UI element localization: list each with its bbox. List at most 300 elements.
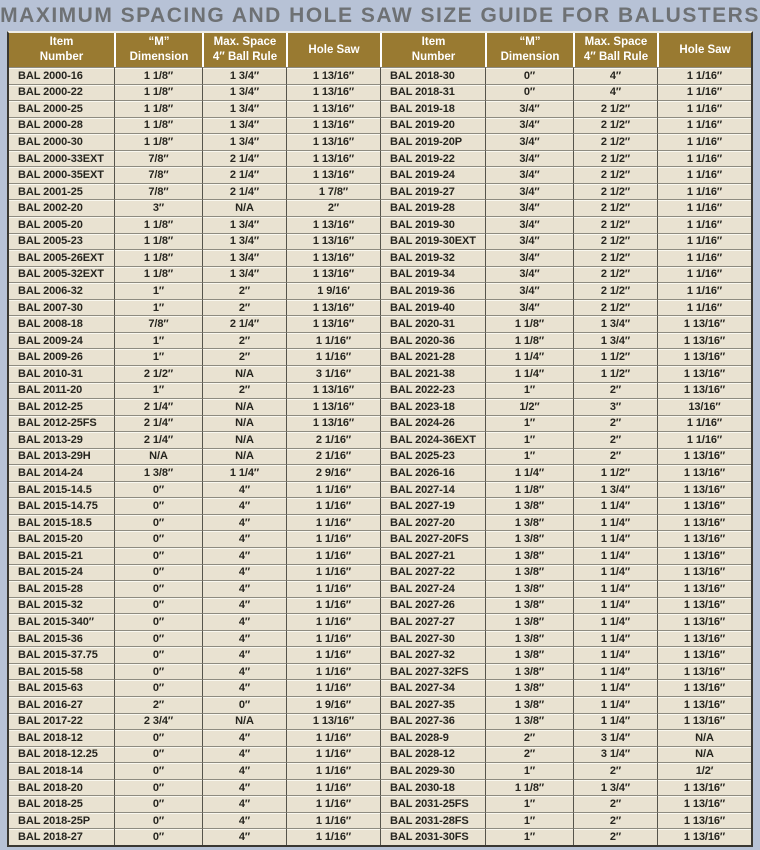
column-header-m-dimension: “M” Dimension: [485, 33, 573, 67]
item-number-cell: BAL 2012-25: [9, 398, 114, 415]
hole-saw-cell: 1 1/16″: [657, 150, 751, 167]
hole-saw-cell: 1 1/16″: [286, 630, 380, 647]
max-space-cell: 4″: [202, 613, 286, 630]
page-title: MAXIMUM SPACING AND HOLE SAW SIZE GUIDE FOR BALUSTERS: [0, 3, 760, 27]
max-space-cell: 4″: [202, 646, 286, 663]
max-space-cell: 2″: [573, 415, 657, 432]
m-dimension-cell: 2″: [485, 746, 573, 763]
item-number-cell: BAL 2018-14: [9, 762, 114, 779]
item-number-cell: BAL 2021-38: [380, 365, 485, 382]
table-left-half: [9, 33, 380, 845]
m-dimension-cell: 0″: [485, 84, 573, 101]
max-space-cell: 4″: [202, 497, 286, 514]
item-number-cell: BAL 2009-24: [9, 332, 114, 349]
hole-saw-cell: 1 13/16″: [657, 448, 751, 465]
hole-saw-cell: 13/16″: [657, 398, 751, 415]
m-dimension-cell: 1 3/8″: [485, 547, 573, 564]
hole-saw-cell: 1 13/16″: [286, 382, 380, 399]
max-space-cell: 4″: [202, 481, 286, 498]
m-dimension-cell: 1 3/8″: [485, 646, 573, 663]
item-number-cell: BAL 2005-20: [9, 216, 114, 233]
hole-saw-cell: 1 13/16″: [286, 415, 380, 432]
hole-saw-cell: 1 1/16″: [286, 514, 380, 531]
m-dimension-cell: 1 3/8″: [485, 564, 573, 581]
hole-saw-cell: 1 13/16″: [657, 497, 751, 514]
hole-saw-cell: 1 13/16″: [657, 530, 751, 547]
item-number-cell: BAL 2027-30: [380, 630, 485, 647]
hole-saw-cell: 1 1/16″: [657, 183, 751, 200]
m-dimension-cell: 0″: [114, 746, 202, 763]
item-number-cell: BAL 2015-32: [9, 597, 114, 614]
hole-saw-cell: 1 13/16″: [286, 133, 380, 150]
m-dimension-cell: 0″: [114, 828, 202, 845]
item-number-cell: BAL 2027-19: [380, 497, 485, 514]
max-space-cell: 2″: [202, 382, 286, 399]
max-space-cell: N/A: [202, 365, 286, 382]
m-dimension-cell: N/A: [114, 448, 202, 465]
m-dimension-cell: 1 1/8″: [114, 133, 202, 150]
hole-saw-cell: 1 13/16″: [657, 696, 751, 713]
m-dimension-cell: 1 1/8″: [485, 332, 573, 349]
m-dimension-cell: 1 1/8″: [485, 779, 573, 796]
max-space-cell: 1 3/4″: [202, 233, 286, 250]
hole-saw-cell: 1 13/16″: [286, 216, 380, 233]
hole-saw-cell: 1 1/16″: [286, 547, 380, 564]
item-number-cell: BAL 2027-14: [380, 481, 485, 498]
m-dimension-cell: 1 3/8″: [485, 713, 573, 730]
m-dimension-cell: 1″: [114, 332, 202, 349]
hole-saw-cell: 1 1/16″: [286, 729, 380, 746]
max-space-cell: 2 1/4″: [202, 166, 286, 183]
hole-saw-cell: 2 9/16″: [286, 464, 380, 481]
hole-saw-cell: 1 9/16″: [286, 696, 380, 713]
item-number-cell: BAL 2005-23: [9, 233, 114, 250]
item-number-cell: BAL 2006-32: [9, 282, 114, 299]
item-number-cell: BAL 2000-33EXT: [9, 150, 114, 167]
m-dimension-cell: 0″: [485, 67, 573, 84]
hole-saw-cell: 1 1/16″: [286, 646, 380, 663]
m-dimension-cell: 0″: [114, 762, 202, 779]
hole-saw-cell: 1 1/16″: [657, 100, 751, 117]
item-number-cell: BAL 2015-37.75: [9, 646, 114, 663]
title-bar: [0, 0, 760, 31]
item-number-cell: BAL 2010-31: [9, 365, 114, 382]
hole-saw-cell: 1 13/16″: [657, 464, 751, 481]
max-space-cell: 2″: [573, 448, 657, 465]
hole-saw-cell: 1/2′: [657, 762, 751, 779]
max-space-cell: 1 1/4″: [573, 530, 657, 547]
max-space-cell: 1 3/4″: [202, 67, 286, 84]
m-dimension-cell: 3/4″: [485, 183, 573, 200]
item-number-cell: BAL 2011-20: [9, 382, 114, 399]
item-number-cell: BAL 2020-36: [380, 332, 485, 349]
max-space-cell: 2 1/2″: [573, 216, 657, 233]
hole-saw-cell: 1 13/16″: [286, 266, 380, 283]
max-space-cell: 4″: [202, 663, 286, 680]
max-space-cell: N/A: [202, 448, 286, 465]
column-header-hole-saw: Hole Saw: [657, 33, 751, 67]
item-number-cell: BAL 2000-16: [9, 67, 114, 84]
item-number-cell: BAL 2020-31: [380, 315, 485, 332]
item-number-cell: BAL 2027-36: [380, 713, 485, 730]
max-space-cell: 4″: [202, 746, 286, 763]
m-dimension-cell: 3/4″: [485, 299, 573, 316]
max-space-cell: 1 1/4″: [573, 646, 657, 663]
item-number-cell: BAL 2024-26: [380, 415, 485, 432]
max-space-cell: 2″: [573, 812, 657, 829]
max-space-cell: 2 1/2″: [573, 266, 657, 283]
m-dimension-cell: 0″: [114, 564, 202, 581]
hole-saw-cell: 1 13/16″: [657, 613, 751, 630]
max-space-cell: 2″: [573, 762, 657, 779]
hole-saw-cell: 1 13/16″: [286, 117, 380, 134]
m-dimension-cell: 1 1/8″: [485, 481, 573, 498]
m-dimension-cell: 0″: [114, 729, 202, 746]
item-number-cell: BAL 2015-21: [9, 547, 114, 564]
max-space-cell: 4″: [202, 597, 286, 614]
max-space-cell: 1 1/4″: [573, 580, 657, 597]
m-dimension-cell: 3/4″: [485, 216, 573, 233]
hole-saw-cell: 1 1/16″: [657, 299, 751, 316]
hole-saw-cell: 1 7/8″: [286, 183, 380, 200]
max-space-cell: 1 1/4″: [573, 597, 657, 614]
max-space-cell: 2 1/2″: [573, 183, 657, 200]
item-number-cell: BAL 2000-25: [9, 100, 114, 117]
max-space-cell: 2 1/2″: [573, 299, 657, 316]
m-dimension-cell: 7/8″: [114, 183, 202, 200]
hole-saw-cell: 1 1/16″: [286, 679, 380, 696]
item-number-cell: BAL 2015-340″: [9, 613, 114, 630]
item-number-cell: BAL 2019-18: [380, 100, 485, 117]
max-space-cell: 3″: [573, 398, 657, 415]
max-space-cell: 4″: [573, 84, 657, 101]
hole-saw-cell: 1 1/16″: [286, 779, 380, 796]
hole-saw-cell: 1 13/16″: [657, 332, 751, 349]
max-space-cell: 2″: [573, 431, 657, 448]
max-space-cell: 1 3/4″: [573, 481, 657, 498]
item-number-cell: BAL 2009-26: [9, 348, 114, 365]
hole-saw-cell: 1 1/16″: [286, 497, 380, 514]
item-number-cell: BAL 2015-28: [9, 580, 114, 597]
item-number-cell: BAL 2018-25: [9, 795, 114, 812]
max-space-cell: 2 1/2″: [573, 100, 657, 117]
item-number-cell: BAL 2022-23: [380, 382, 485, 399]
hole-saw-cell: 1 13/16″: [286, 315, 380, 332]
hole-saw-cell: 1 13/16″: [286, 150, 380, 167]
hole-saw-cell: 1 1/16″: [657, 117, 751, 134]
m-dimension-cell: 3/4″: [485, 117, 573, 134]
max-space-cell: 1 3/4″: [202, 117, 286, 134]
item-number-cell: BAL 2019-20P: [380, 133, 485, 150]
max-space-cell: 4″: [202, 547, 286, 564]
item-number-cell: BAL 2013-29H: [9, 448, 114, 465]
m-dimension-cell: 2 1/2″: [114, 365, 202, 382]
item-number-cell: BAL 2019-28: [380, 199, 485, 216]
hole-saw-cell: 1 13/16″: [657, 597, 751, 614]
item-number-cell: BAL 2029-30: [380, 762, 485, 779]
item-number-cell: BAL 2019-30EXT: [380, 233, 485, 250]
m-dimension-cell: 1″: [114, 299, 202, 316]
item-number-cell: BAL 2027-26: [380, 597, 485, 614]
m-dimension-cell: 3/4″: [485, 233, 573, 250]
max-space-cell: 1 3/4″: [202, 133, 286, 150]
item-number-cell: BAL 2015-14.75: [9, 497, 114, 514]
hole-saw-cell: 1 1/16″: [286, 746, 380, 763]
max-space-cell: 2″: [573, 382, 657, 399]
m-dimension-cell: 1″: [485, 762, 573, 779]
item-number-cell: BAL 2028-9: [380, 729, 485, 746]
item-number-cell: BAL 2016-27: [9, 696, 114, 713]
max-space-cell: 1 3/4″: [202, 216, 286, 233]
item-number-cell: BAL 2008-18: [9, 315, 114, 332]
max-space-cell: 1 1/4″: [573, 630, 657, 647]
hole-saw-cell: 2″: [286, 199, 380, 216]
hole-saw-cell: 1 1/16″: [286, 762, 380, 779]
max-space-cell: 2 1/2″: [573, 282, 657, 299]
column-header-item-number: Item Number: [380, 33, 485, 67]
m-dimension-cell: 1 3/8″: [485, 630, 573, 647]
max-space-cell: 2″: [202, 332, 286, 349]
hole-saw-cell: 1 1/16″: [657, 67, 751, 84]
item-number-cell: BAL 2027-32FS: [380, 663, 485, 680]
max-space-cell: 1 3/4″: [202, 84, 286, 101]
max-space-cell: 1 1/4″: [573, 547, 657, 564]
item-number-cell: BAL 2018-12: [9, 729, 114, 746]
hole-saw-cell: 1 13/16″: [657, 315, 751, 332]
item-number-cell: BAL 2015-20: [9, 530, 114, 547]
m-dimension-cell: 1″: [485, 812, 573, 829]
item-number-cell: BAL 2015-18.5: [9, 514, 114, 531]
max-space-cell: 4″: [202, 795, 286, 812]
m-dimension-cell: 0″: [114, 663, 202, 680]
item-number-cell: BAL 2000-35EXT: [9, 166, 114, 183]
hole-saw-cell: 1 1/16″: [657, 216, 751, 233]
hole-saw-cell: 1 1/16″: [286, 812, 380, 829]
item-number-cell: BAL 2005-32EXT: [9, 266, 114, 283]
m-dimension-cell: 1/2″: [485, 398, 573, 415]
hole-saw-cell: 1 13/16″: [657, 547, 751, 564]
m-dimension-cell: 3/4″: [485, 266, 573, 283]
m-dimension-cell: 1 3/8″: [485, 613, 573, 630]
m-dimension-cell: 3/4″: [485, 133, 573, 150]
hole-saw-cell: 1 1/16″: [657, 415, 751, 432]
item-number-cell: BAL 2030-18: [380, 779, 485, 796]
max-space-cell: 1 1/2″: [573, 464, 657, 481]
column-header-m-dimension: “M” Dimension: [114, 33, 202, 67]
m-dimension-cell: 1″: [485, 828, 573, 845]
hole-saw-cell: 1 13/16″: [286, 166, 380, 183]
m-dimension-cell: 1 1/8″: [485, 315, 573, 332]
m-dimension-cell: 1 1/8″: [114, 84, 202, 101]
m-dimension-cell: 3/4″: [485, 150, 573, 167]
item-number-cell: BAL 2019-36: [380, 282, 485, 299]
m-dimension-cell: 7/8″: [114, 150, 202, 167]
item-number-cell: BAL 2018-12.25: [9, 746, 114, 763]
hole-saw-cell: 1 13/16″: [657, 348, 751, 365]
item-number-cell: BAL 2018-27: [9, 828, 114, 845]
item-number-cell: BAL 2019-22: [380, 150, 485, 167]
item-number-cell: BAL 2027-22: [380, 564, 485, 581]
max-space-cell: 1 1/2″: [573, 348, 657, 365]
max-space-cell: 1 3/4″: [573, 332, 657, 349]
hole-saw-cell: 3 1/16″: [286, 365, 380, 382]
m-dimension-cell: 0″: [114, 530, 202, 547]
item-number-cell: BAL 2001-25: [9, 183, 114, 200]
hole-saw-cell: 1 13/16″: [286, 100, 380, 117]
item-number-cell: BAL 2019-40: [380, 299, 485, 316]
hole-saw-cell: 1 1/16″: [286, 828, 380, 845]
m-dimension-cell: 3/4″: [485, 100, 573, 117]
max-space-cell: 1 1/4″: [573, 564, 657, 581]
max-space-cell: 4″: [202, 762, 286, 779]
m-dimension-cell: 1 1/4″: [485, 365, 573, 382]
max-space-cell: 1 1/2″: [573, 365, 657, 382]
item-number-cell: BAL 2007-30: [9, 299, 114, 316]
hole-saw-cell: 1 13/16″: [657, 382, 751, 399]
hole-saw-cell: 1 1/16″: [657, 199, 751, 216]
max-space-cell: 2 1/2″: [573, 249, 657, 266]
hole-saw-cell: 1 1/16″: [657, 166, 751, 183]
item-number-cell: BAL 2031-30FS: [380, 828, 485, 845]
hole-saw-cell: 1 13/16″: [657, 630, 751, 647]
item-number-cell: BAL 2018-31: [380, 84, 485, 101]
m-dimension-cell: 1 3/8″: [114, 464, 202, 481]
table-right-half: [380, 33, 751, 845]
item-number-cell: BAL 2027-32: [380, 646, 485, 663]
item-number-cell: BAL 2027-20: [380, 514, 485, 531]
max-space-cell: 4″: [202, 530, 286, 547]
m-dimension-cell: 1 1/8″: [114, 249, 202, 266]
hole-saw-cell: 1 1/16″: [286, 663, 380, 680]
max-space-cell: 2 1/2″: [573, 166, 657, 183]
hole-saw-cell: 1 1/16″: [286, 332, 380, 349]
max-space-cell: 2″: [202, 348, 286, 365]
hole-saw-cell: 1 13/16″: [657, 713, 751, 730]
m-dimension-cell: 1 1/8″: [114, 117, 202, 134]
max-space-cell: N/A: [202, 199, 286, 216]
item-number-cell: BAL 2027-21: [380, 547, 485, 564]
max-space-cell: 1 1/4″: [202, 464, 286, 481]
item-number-cell: BAL 2018-30: [380, 67, 485, 84]
max-space-cell: 2 1/2″: [573, 133, 657, 150]
max-space-cell: 2″: [573, 828, 657, 845]
max-space-cell: 0″: [202, 696, 286, 713]
item-number-cell: BAL 2015-36: [9, 630, 114, 647]
m-dimension-cell: 1 1/8″: [114, 100, 202, 117]
hole-saw-cell: 1 1/16″: [657, 431, 751, 448]
m-dimension-cell: 1 3/8″: [485, 696, 573, 713]
max-space-cell: 2 1/2″: [573, 199, 657, 216]
hole-saw-cell: 1 1/16″: [286, 580, 380, 597]
max-space-cell: 2 1/2″: [573, 117, 657, 134]
hole-saw-cell: 1 1/16″: [657, 84, 751, 101]
hole-saw-cell: 1 13/16″: [286, 299, 380, 316]
hole-saw-cell: 1 1/16″: [286, 481, 380, 498]
hole-saw-cell: 1 1/16″: [657, 282, 751, 299]
m-dimension-cell: 1 3/8″: [485, 497, 573, 514]
max-space-cell: 2 1/4″: [202, 183, 286, 200]
m-dimension-cell: 0″: [114, 679, 202, 696]
m-dimension-cell: 2″: [485, 729, 573, 746]
max-space-cell: 3 1/4″: [573, 746, 657, 763]
hole-saw-cell: 1 13/16″: [657, 365, 751, 382]
column-header-max-space: Max. Space 4″ Ball Rule: [573, 33, 657, 67]
hole-saw-cell: 1 13/16″: [657, 514, 751, 531]
m-dimension-cell: 1″: [114, 282, 202, 299]
hole-saw-cell: 2 1/16″: [286, 431, 380, 448]
hole-saw-cell: 1 13/16″: [657, 564, 751, 581]
max-space-cell: 4″: [202, 729, 286, 746]
m-dimension-cell: 0″: [114, 812, 202, 829]
item-number-cell: BAL 2012-25FS: [9, 415, 114, 432]
m-dimension-cell: 2 1/4″: [114, 431, 202, 448]
m-dimension-cell: 0″: [114, 779, 202, 796]
item-number-cell: BAL 2021-28: [380, 348, 485, 365]
max-space-cell: 1 1/4″: [573, 514, 657, 531]
item-number-cell: BAL 2025-23: [380, 448, 485, 465]
max-space-cell: N/A: [202, 398, 286, 415]
hole-saw-cell: 1 13/16″: [657, 779, 751, 796]
item-number-cell: BAL 2027-20FS: [380, 530, 485, 547]
m-dimension-cell: 0″: [114, 630, 202, 647]
item-number-cell: BAL 2000-28: [9, 117, 114, 134]
hole-saw-cell: 1 1/16″: [657, 266, 751, 283]
item-number-cell: BAL 2000-22: [9, 84, 114, 101]
max-space-cell: 1 3/4″: [573, 315, 657, 332]
m-dimension-cell: 1″: [485, 795, 573, 812]
max-space-cell: 2 1/2″: [573, 150, 657, 167]
m-dimension-cell: 2 3/4″: [114, 713, 202, 730]
m-dimension-cell: 0″: [114, 795, 202, 812]
max-space-cell: 4″: [202, 828, 286, 845]
item-number-cell: BAL 2019-24: [380, 166, 485, 183]
m-dimension-cell: 0″: [114, 497, 202, 514]
item-number-cell: BAL 2027-35: [380, 696, 485, 713]
max-space-cell: 4″: [202, 580, 286, 597]
item-number-cell: BAL 2023-18: [380, 398, 485, 415]
max-space-cell: 1 3/4″: [202, 266, 286, 283]
m-dimension-cell: 7/8″: [114, 166, 202, 183]
max-space-cell: 4″: [202, 779, 286, 796]
max-space-cell: 1 3/4″: [573, 779, 657, 796]
item-number-cell: BAL 2013-29: [9, 431, 114, 448]
hole-saw-cell: 1 1/16″: [286, 530, 380, 547]
item-number-cell: BAL 2031-25FS: [380, 795, 485, 812]
max-space-cell: 1 3/4″: [202, 100, 286, 117]
item-number-cell: BAL 2031-28FS: [380, 812, 485, 829]
m-dimension-cell: 1″: [485, 415, 573, 432]
max-space-cell: 4″: [202, 630, 286, 647]
hole-saw-cell: 1 13/16″: [286, 67, 380, 84]
hole-saw-cell: N/A: [657, 729, 751, 746]
max-space-cell: N/A: [202, 415, 286, 432]
hole-saw-cell: 2 1/16″: [286, 448, 380, 465]
item-number-cell: BAL 2028-12: [380, 746, 485, 763]
m-dimension-cell: 1 1/4″: [485, 464, 573, 481]
m-dimension-cell: 0″: [114, 514, 202, 531]
m-dimension-cell: 1 1/4″: [485, 348, 573, 365]
item-number-cell: BAL 2027-34: [380, 679, 485, 696]
m-dimension-cell: 1 1/8″: [114, 67, 202, 84]
max-space-cell: 2 1/2″: [573, 233, 657, 250]
item-number-cell: BAL 2018-25P: [9, 812, 114, 829]
hole-saw-cell: 1 1/16″: [286, 348, 380, 365]
hole-saw-cell: 1 13/16″: [657, 812, 751, 829]
item-number-cell: BAL 2019-32: [380, 249, 485, 266]
max-space-cell: N/A: [202, 713, 286, 730]
m-dimension-cell: 3/4″: [485, 199, 573, 216]
item-number-cell: BAL 2019-34: [380, 266, 485, 283]
